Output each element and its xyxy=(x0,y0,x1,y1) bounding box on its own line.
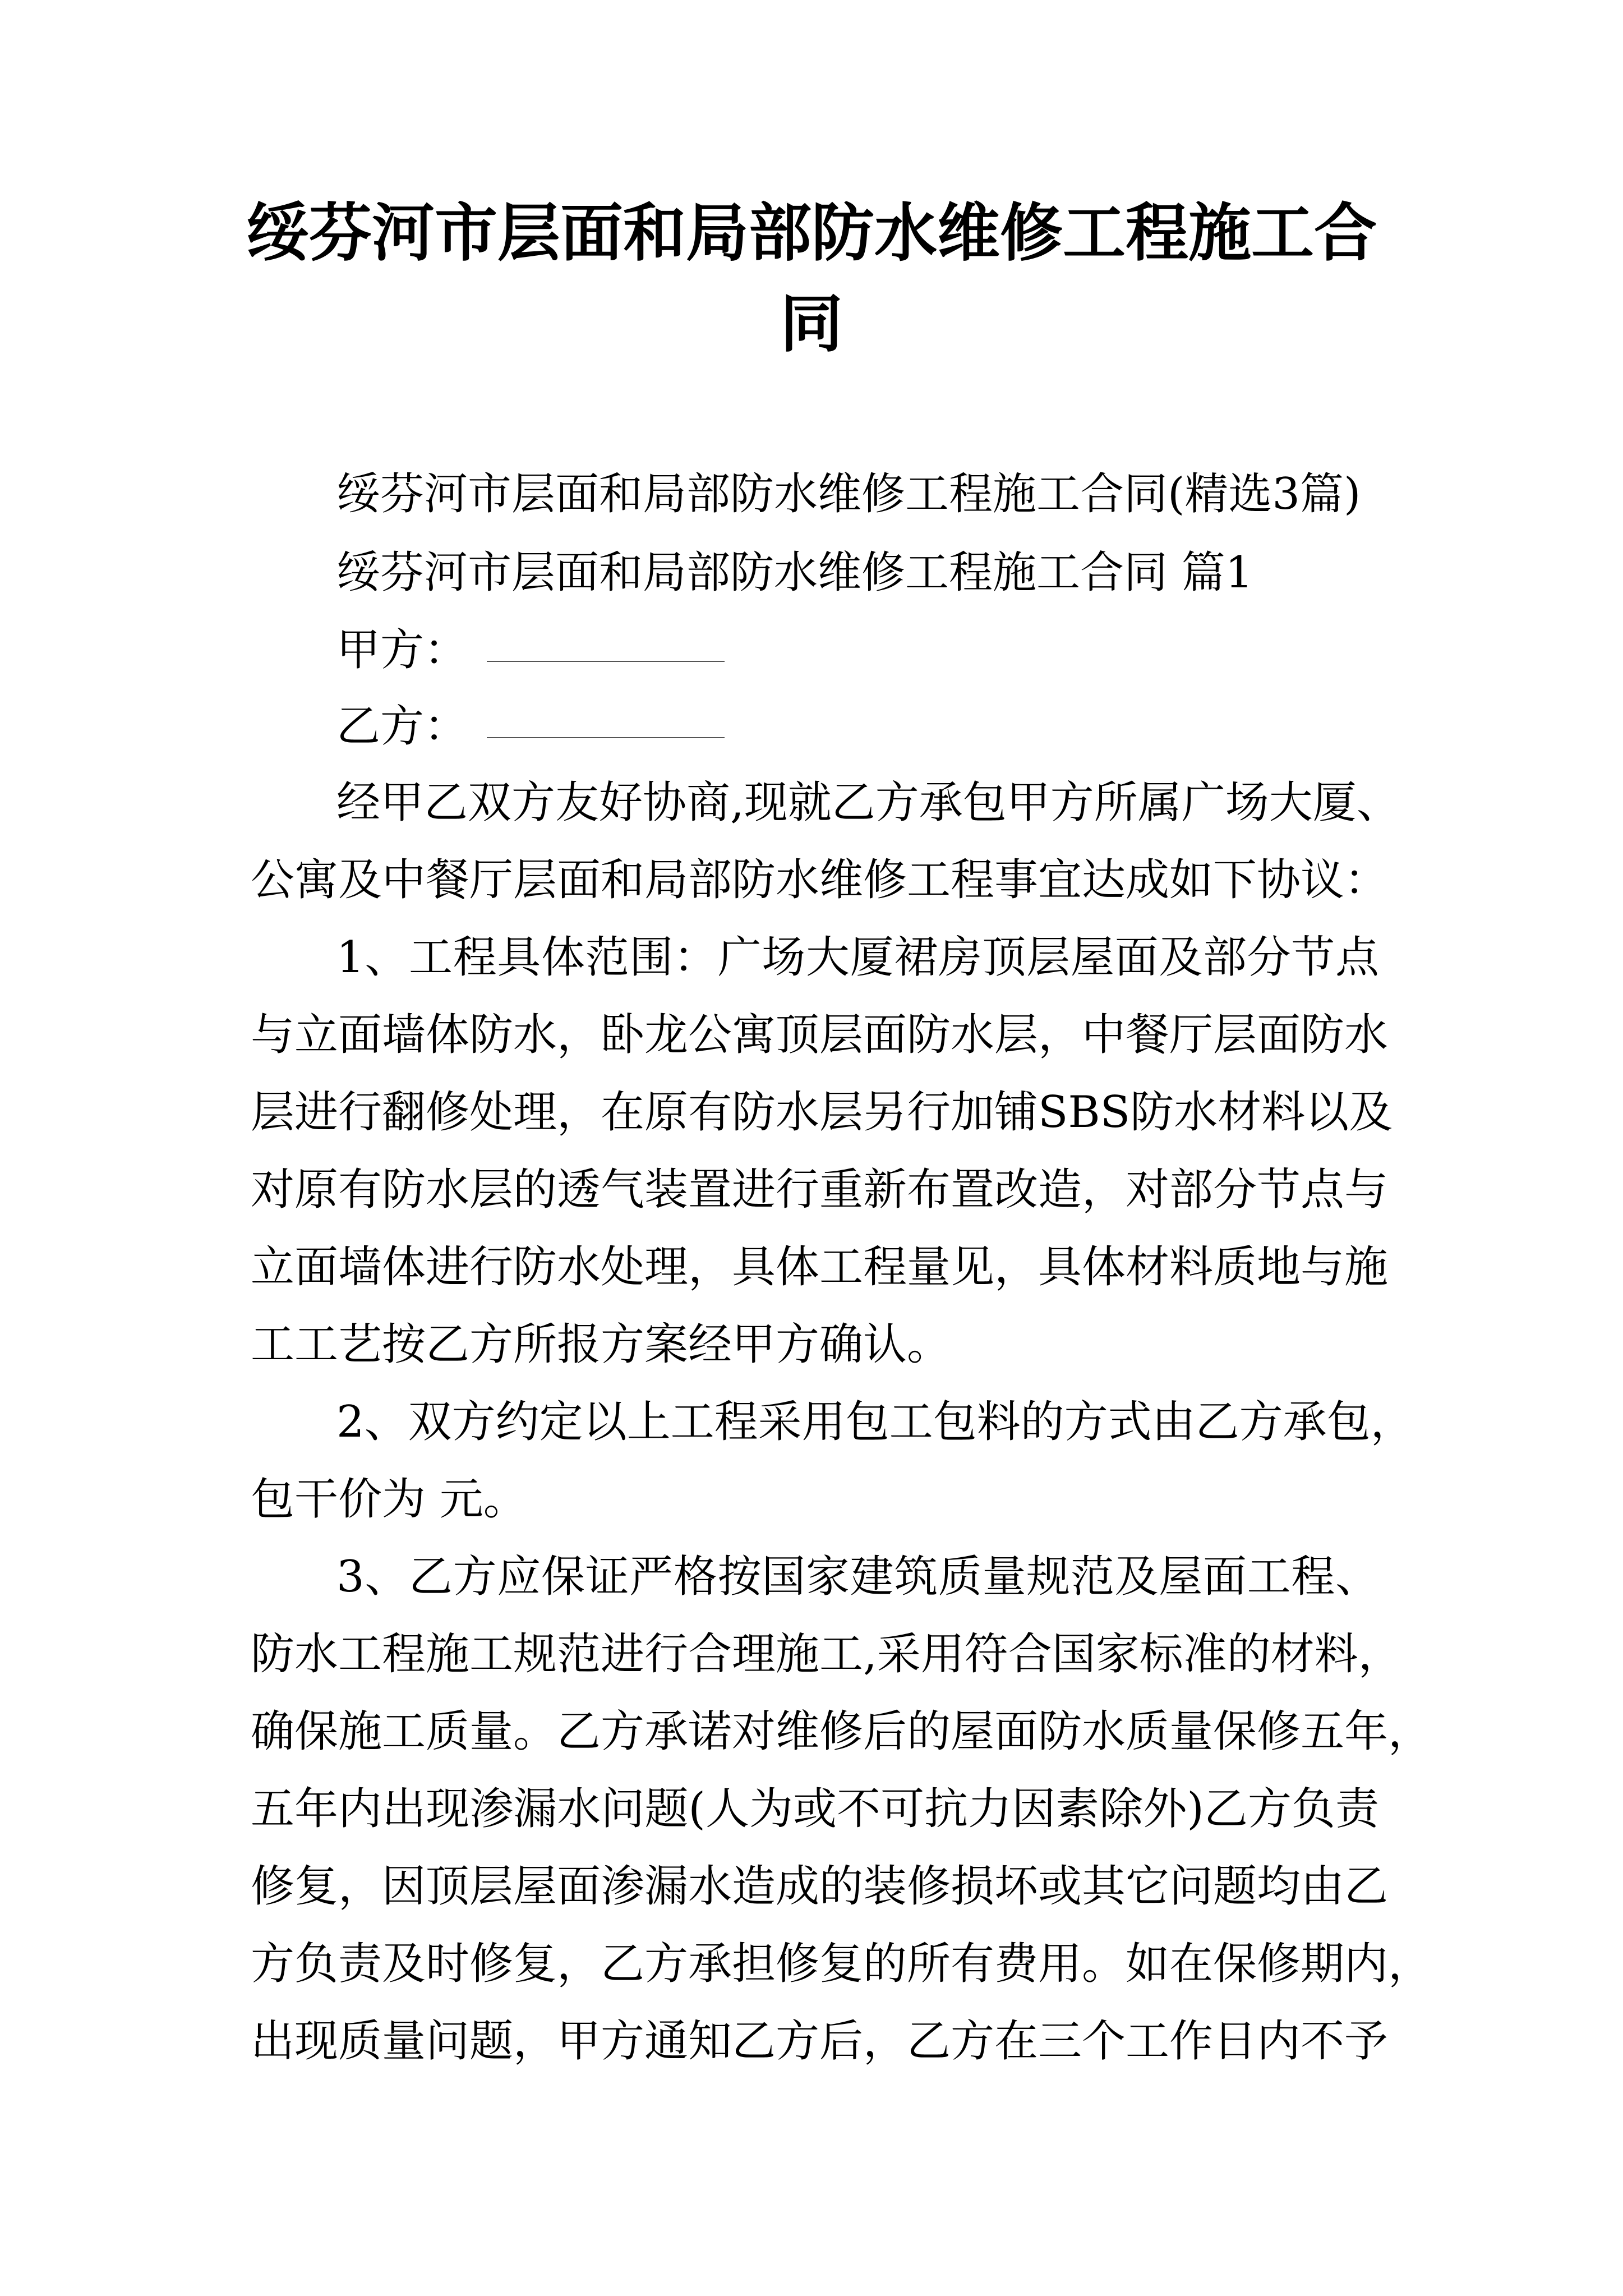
document-title-line-2: 同 xyxy=(780,287,843,361)
party-b-label: 乙方： xyxy=(336,701,468,752)
paragraph-line: 公寓及中餐厅层面和局部防水维修工程事宜达成如下协议： xyxy=(251,855,1389,905)
paragraph-line: 层进行翻修处理，在原有防水层另行加铺SBS防水材料以及 xyxy=(251,1087,1393,1138)
paragraph-line: 修复，因顶层屋面渗漏水造成的装修损坏或其它问题均由乙 xyxy=(251,1861,1389,1912)
paragraph-line: 确保施工质量。乙方承诺对维修后的屋面防水质量保修五年， xyxy=(251,1706,1432,1757)
paragraph-line: 工工艺按乙方所报方案经甲方确认。 xyxy=(251,1319,951,1370)
document-title-line-1: 绥芬河市层面和局部防水维修工程施工合 xyxy=(246,196,1377,270)
paragraph-line: 方负责及时修复，乙方承担修复的所有费用。如在保修期内， xyxy=(251,1939,1432,1989)
paragraph-line: 与立面墙体防水，卧龙公寓顶层面防水层，中餐厅层面防水 xyxy=(251,1010,1389,1060)
paragraph-line: 对原有防水层的透气装置进行重新布置改造，对部分节点与 xyxy=(251,1165,1389,1215)
paragraph-line: 3、乙方应保证严格按国家建筑质量规范及屋面工程、 xyxy=(336,1552,1379,1602)
document-subtitle: 绥芬河市层面和局部防水维修工程施工合同(精选3篇) xyxy=(336,469,1361,519)
section-heading: 绥芬河市层面和局部防水维修工程施工合同 篇1 xyxy=(336,547,1253,598)
party-a-label: 甲方： xyxy=(336,625,468,675)
paragraph-line: 2、双方约定以上工程采用包工包料的方式由乙方承包， xyxy=(336,1397,1414,1447)
party-a-blank xyxy=(487,661,725,662)
paragraph-line: 出现质量问题，甲方通知乙方后，乙方在三个工作日内不予 xyxy=(251,2016,1389,2067)
paragraph-line: 经甲乙双方友好协商,现就乙方承包甲方所属广场大厦、 xyxy=(336,777,1400,828)
paragraph-line: 包干价为 元。 xyxy=(251,1474,527,1525)
party-b-blank xyxy=(487,737,725,738)
paragraph-line: 立面墙体进行防水处理，具体工程量见，具体材料质地与施 xyxy=(251,1242,1389,1292)
paragraph-line: 五年内出现渗漏水问题(人为或不可抗力因素除外)乙方负责 xyxy=(251,1784,1379,1834)
paragraph-line: 防水工程施工规范进行合理施工,采用符合国家标准的材料， xyxy=(251,1629,1402,1680)
paragraph-line: 1、工程具体范围：广场大厦裙房顶层屋面及部分节点 xyxy=(336,932,1379,983)
